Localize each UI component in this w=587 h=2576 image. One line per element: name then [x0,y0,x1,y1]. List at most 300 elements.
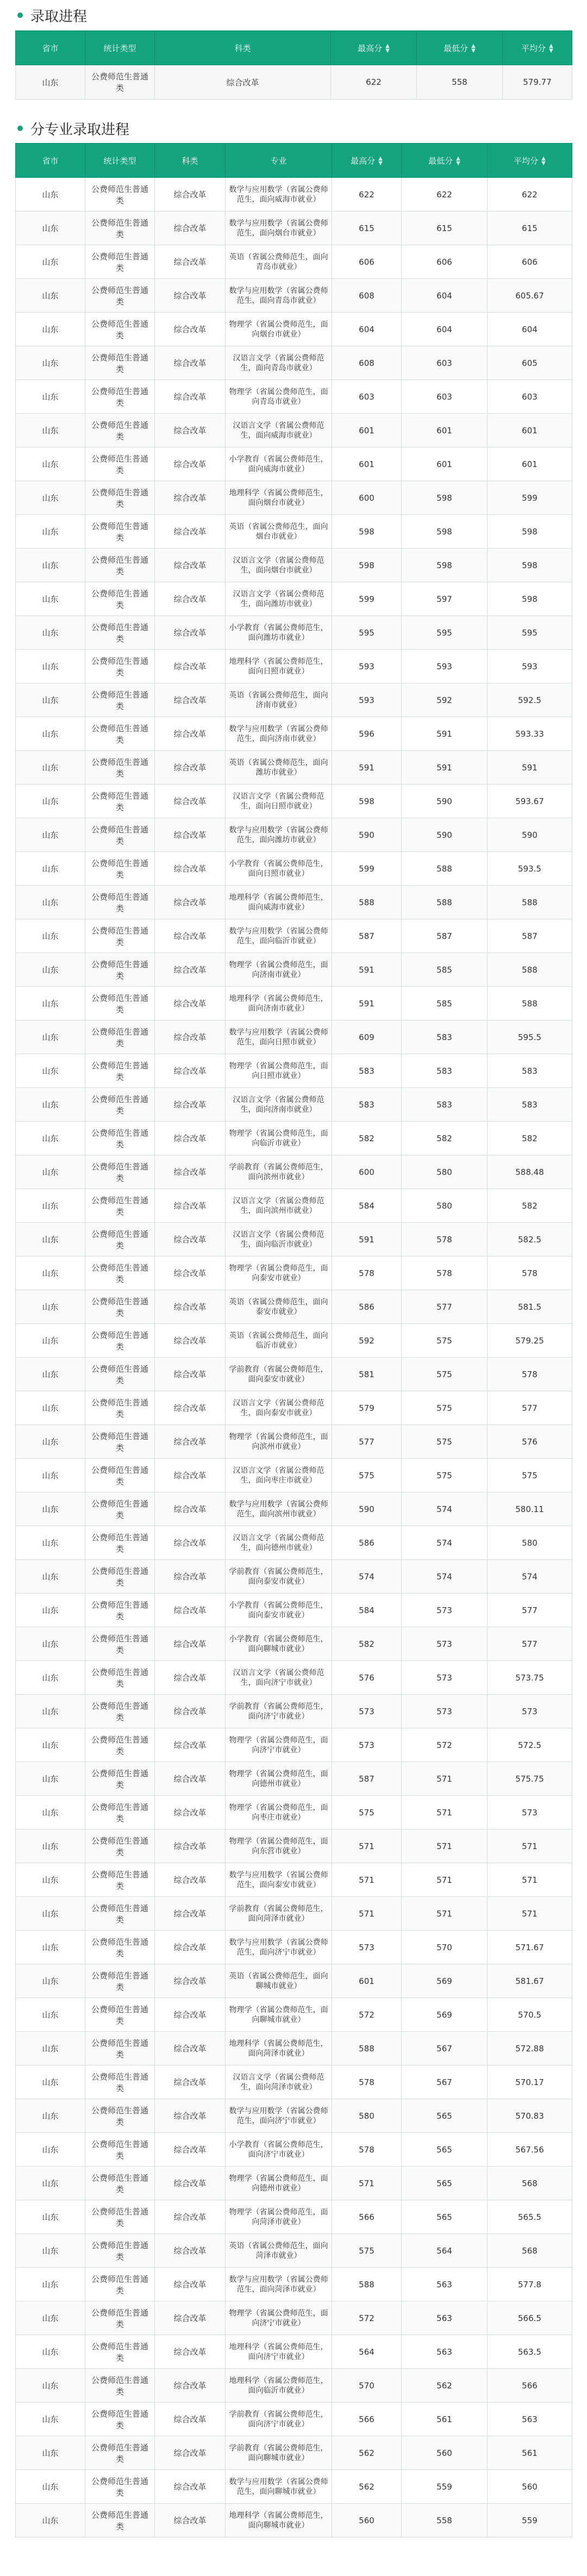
table-row [16,1459,572,1492]
table-row [16,2369,572,2403]
cell-max-score: 562 [332,2436,402,2470]
cell-stat-type: 公费师范生普通类 [85,919,155,953]
cell-max-score: 571 [332,1830,402,1863]
cell-min-score: 563 [402,2301,488,2335]
cell-province: 山东 [16,346,85,380]
cell-province: 山东 [16,2234,85,2268]
cell-max-score: 591 [332,987,402,1021]
cell-stat-type: 公费师范生普通类 [85,1526,155,1560]
cell-major: 英语（省属公费师范生，面向烟台市就业） [226,515,332,549]
cell-stat-type: 公费师范生普通类 [85,346,155,380]
cell-avg-score: 593.33 [488,717,572,751]
cell-min-score: 565 [402,2167,488,2200]
cell-avg-score: 604 [488,313,572,346]
cell-max-score: 575 [332,2234,402,2268]
cell-min-score: 562 [402,2369,488,2403]
cell-category: 综合改革 [155,1054,226,1088]
cell-max-score: 591 [332,751,402,785]
cell-province: 山东 [16,2301,85,2335]
cell-max-score: 599 [332,582,402,616]
cell-min-score: 563 [402,2268,488,2301]
cell-stat-type: 公费师范生普通类 [85,1391,155,1425]
cell-min-score: 590 [402,818,488,852]
cell-major: 数学与应用数学（省属公费师范生，面向日照市就业） [226,1021,332,1054]
cell-avg-score: 570.17 [488,2065,572,2099]
cell-min-score: 588 [402,852,488,886]
cell-avg-score: 577 [488,1627,572,1661]
table-row [16,852,572,886]
cell-stat-type: 公费师范生普通类 [85,1088,155,1122]
cell-avg-score: 572.88 [488,2032,572,2065]
cell-min-score: 582 [402,1122,488,1155]
cell-stat-type: 公费师范生普通类 [85,683,155,717]
cell-min-score: 573 [402,1627,488,1661]
cell-province: 山东 [16,1324,85,1358]
table-row [16,616,572,650]
cell-avg-score: 598 [488,549,572,582]
cell-avg-score: 561 [488,2436,572,2470]
cell-category: 综合改革 [155,1122,226,1155]
cell-stat-type: 公费师范生普通类 [85,1021,155,1054]
cell-avg-score: 588 [488,953,572,987]
table-row [16,1661,572,1695]
cell-category: 综合改革 [155,987,226,1021]
sort-arrows-icon[interactable]: ▲ ▼ [385,43,390,54]
table-row [16,1762,572,1796]
cell-major: 数学与应用数学（省属公费师范生，面向滨州市就业） [226,1492,332,1526]
cell-avg-score: 565.5 [488,2200,572,2234]
table-row [16,1122,572,1155]
cell-stat-type: 公费师范生普通类 [85,852,155,886]
cell-major: 物理学（省属公费师范生，面向德州市就业） [226,2167,332,2200]
cell-category: 综合改革 [155,818,226,852]
cell-province: 山东 [16,414,85,447]
cell-major: 地理科学（省属公费师范生，面向临沂市就业） [226,2369,332,2403]
section-title-text: 录取进程 [30,8,88,25]
cell-province: 山东 [16,515,85,549]
cell-avg-score: 578 [488,1256,572,1290]
cell-category: 综合改革 [155,1155,226,1189]
cell-major: 汉语言文学（省属公费师范生，面向德州市就业） [226,1526,332,1560]
cell-major: 英语（省属公费师范生，面向潍坊市就业） [226,751,332,785]
cell-category: 综合改革 [155,2436,226,2470]
cell-avg-score: 587 [488,919,572,953]
cell-max-score: 573 [332,1931,402,1964]
table-row [16,2403,572,2436]
col-header-min-score[interactable]: 最低分 ▲ ▼ [402,144,488,178]
cell-major: 数学与应用数学（省属公费师范生，面向济南市就业） [226,717,332,751]
cell-province: 山东 [16,683,85,717]
table-row [16,65,572,99]
col-header-max-score[interactable]: 最高分 ▲ ▼ [331,31,417,65]
cell-max-score: 593 [332,683,402,717]
cell-major: 物理学（省属公费师范生，面向菏泽市就业） [226,2200,332,2234]
cell-max-score: 575 [332,1459,402,1492]
cell-major: 学前教育（省属公费师范生，面向泰安市就业） [226,1358,332,1391]
cell-category: 综合改革 [155,2403,226,2436]
cell-avg-score: 601 [488,447,572,481]
table-header-row [16,31,572,65]
cell-province: 山东 [16,279,85,313]
cell-category: 综合改革 [155,65,331,99]
cell-stat-type: 公费师范生普通类 [85,582,155,616]
table-row [16,1830,572,1863]
table-row [16,1526,572,1560]
cell-stat-type: 公费师范生普通类 [85,1054,155,1088]
sort-arrows-icon[interactable]: ▲ ▼ [549,43,553,54]
cell-major: 汉语言文学（省属公费师范生，面向济南市就业） [226,1088,332,1122]
cell-stat-type: 公费师范生普通类 [85,1223,155,1256]
cell-min-score: 601 [402,447,488,481]
cell-stat-type: 公费师范生普通类 [85,515,155,549]
table-row [16,1324,572,1358]
cell-major: 学前教育（省属公费师范生，面向济宁市就业） [226,1695,332,1728]
cell-max-score: 622 [331,65,417,99]
cell-category: 综合改革 [155,1728,226,1762]
bullet-dot-icon [17,126,23,131]
cell-avg-score: 591 [488,751,572,785]
cell-province: 山东 [16,886,85,919]
cell-category: 综合改革 [155,2369,226,2403]
cell-category: 综合改革 [155,2470,226,2504]
cell-category: 综合改革 [155,953,226,987]
cell-stat-type: 公费师范生普通类 [85,2369,155,2403]
cell-province: 山东 [16,2167,85,2200]
cell-min-score: 598 [402,481,488,515]
table-row [16,1391,572,1425]
cell-stat-type: 公费师范生普通类 [85,481,155,515]
cell-major: 物理学（省属公费师范生，面向聊城市就业） [226,1998,332,2032]
cell-avg-score: 577 [488,1594,572,1627]
cell-avg-score: 583 [488,1054,572,1088]
cell-major: 数学与应用数学（省属公费师范生，面向济宁市就业） [226,1931,332,1964]
cell-province: 山东 [16,1998,85,2032]
cell-province: 山东 [16,2335,85,2369]
cell-avg-score: 582 [488,1122,572,1155]
cell-max-score: 606 [332,245,402,279]
cell-min-score: 580 [402,1155,488,1189]
cell-min-score: 567 [402,2032,488,2065]
cell-category: 综合改革 [155,582,226,616]
cell-max-score: 578 [332,2133,402,2167]
cell-max-score: 586 [332,1526,402,1560]
cell-major: 地理科学（省属公费师范生，面向济宁市就业） [226,2335,332,2369]
cell-province: 山东 [16,953,85,987]
cell-avg-score: 598 [488,515,572,549]
table-row [16,650,572,683]
table-row [16,380,572,414]
cell-stat-type: 公费师范生普通类 [85,211,155,245]
cell-major: 英语（省属公费师范生，面向聊城市就业） [226,1964,332,1998]
cell-min-score: 606 [402,245,488,279]
cell-avg-score: 622 [488,178,572,211]
section-title-admission [15,0,572,30]
col-header-min-score[interactable]: 最低分 ▲ ▼ [417,31,503,65]
section-title-text: 分专业录取进程 [30,121,130,138]
cell-min-score: 560 [402,2436,488,2470]
cell-major: 汉语言文学（省属公费师范生，面向菏泽市就业） [226,2065,332,2099]
sort-arrows-icon[interactable]: ▲ ▼ [541,155,546,166]
cell-major: 英语（省属公费师范生，面向临沂市就业） [226,1324,332,1358]
cell-category: 综合改革 [155,2065,226,2099]
cell-max-score: 590 [332,818,402,852]
cell-category: 综合改革 [155,1324,226,1358]
cell-avg-score: 605 [488,346,572,380]
sort-arrows-icon[interactable]: ▲ ▼ [456,155,460,166]
cell-max-score: 566 [332,2403,402,2436]
cell-avg-score: 588.48 [488,1155,572,1189]
table-row [16,245,572,279]
cell-max-score: 603 [332,380,402,414]
cell-stat-type: 公费师范生普通类 [85,751,155,785]
table-row [16,987,572,1021]
cell-max-score: 583 [332,1088,402,1122]
cell-stat-type: 公费师范生普通类 [85,279,155,313]
table-row [16,1560,572,1594]
cell-stat-type: 公费师范生普通类 [85,1459,155,1492]
cell-category: 综合改革 [155,481,226,515]
cell-category: 综合改革 [155,650,226,683]
cell-province: 山东 [16,2133,85,2167]
cell-stat-type: 公费师范生普通类 [85,2268,155,2301]
table-row [16,1223,572,1256]
cell-category: 综合改革 [155,346,226,380]
cell-province: 山东 [16,211,85,245]
cell-category: 综合改革 [155,1560,226,1594]
cell-max-score: 601 [332,1964,402,1998]
cell-major: 英语（省属公费师范生，面向青岛市就业） [226,245,332,279]
cell-stat-type: 公费师范生普通类 [85,785,155,818]
cell-major: 学前教育（省属公费师范生，面向泰安市就业） [226,1560,332,1594]
cell-stat-type: 公费师范生普通类 [85,2470,155,2504]
cell-province: 山东 [16,919,85,953]
cell-category: 综合改革 [155,1223,226,1256]
cell-category: 综合改革 [155,2133,226,2167]
table-row [16,1425,572,1459]
cell-major: 数学与应用数学（省属公费师范生，面向威海市就业） [226,178,332,211]
cell-province: 山东 [16,1796,85,1830]
cell-min-score: 575 [402,1324,488,1358]
cell-category: 综合改革 [155,178,226,211]
cell-max-score: 581 [332,1358,402,1391]
cell-avg-score: 593.67 [488,785,572,818]
cell-province: 山东 [16,245,85,279]
cell-min-score: 587 [402,919,488,953]
table-row [16,178,572,211]
cell-avg-score: 578 [488,1358,572,1391]
cell-category: 综合改革 [155,1358,226,1391]
cell-major: 物理学（省属公费师范生，面向滨州市就业） [226,1425,332,1459]
cell-min-score: 578 [402,1256,488,1290]
table-row [16,1290,572,1324]
cell-category: 综合改革 [155,683,226,717]
cell-major: 汉语言文学（省属公费师范生，面向日照市就业） [226,785,332,818]
cell-avg-score: 559 [488,2504,572,2537]
cell-category: 综合改革 [155,2504,226,2537]
cell-max-score: 598 [332,785,402,818]
cell-avg-score: 598 [488,582,572,616]
cell-category: 综合改革 [155,2301,226,2335]
cell-min-score: 591 [402,751,488,785]
cell-province: 山东 [16,313,85,346]
cell-category: 综合改革 [155,2200,226,2234]
cell-min-score: 601 [402,414,488,447]
cell-min-score: 583 [402,1021,488,1054]
cell-province: 山东 [16,1391,85,1425]
col-header-max-score[interactable]: 最高分 ▲ ▼ [332,144,402,178]
cell-category: 综合改革 [155,1391,226,1425]
cell-major: 小学教育（省属公费师范生，面向日照市就业） [226,852,332,886]
cell-province: 山东 [16,751,85,785]
cell-major: 汉语言文学（省属公费师范生，面向青岛市就业） [226,346,332,380]
cell-min-score: 572 [402,1728,488,1762]
cell-max-score: 608 [332,279,402,313]
cell-category: 综合改革 [155,1897,226,1931]
cell-stat-type: 公费师范生普通类 [85,1796,155,1830]
table-row [16,1964,572,1998]
cell-major: 汉语言文学（省属公费师范生，面向滨州市就业） [226,1189,332,1223]
cell-max-score: 598 [332,549,402,582]
cell-stat-type: 公费师范生普通类 [85,818,155,852]
cell-stat-type: 公费师范生普通类 [85,1627,155,1661]
cell-stat-type: 公费师范生普通类 [85,2099,155,2133]
cell-min-score: 591 [402,717,488,751]
cell-max-score: 588 [332,2032,402,2065]
cell-avg-score: 570.5 [488,1998,572,2032]
cell-category: 综合改革 [155,1088,226,1122]
cell-province: 山东 [16,2403,85,2436]
table-row [16,481,572,515]
table-row [16,2234,572,2268]
cell-avg-score: 579.77 [503,65,572,99]
cell-avg-score: 583 [488,1088,572,1122]
col-header-avg-score[interactable]: 平均分 ▲ ▼ [488,144,572,178]
cell-avg-score: 560 [488,2470,572,2504]
cell-major: 汉语言文学（省属公费师范生，面向济宁市就业） [226,1661,332,1695]
cell-avg-score: 580.11 [488,1492,572,1526]
cell-max-score: 575 [332,1796,402,1830]
cell-stat-type: 公费师范生普通类 [85,616,155,650]
cell-category: 综合改革 [155,1425,226,1459]
cell-category: 综合改革 [155,1492,226,1526]
cell-major: 物理学（省属公费师范生，面向东营市就业） [226,1830,332,1863]
cell-avg-score: 606 [488,245,572,279]
cell-min-score: 564 [402,2234,488,2268]
cell-category: 综合改革 [155,1762,226,1796]
cell-max-score: 582 [332,1627,402,1661]
cell-province: 山东 [16,1088,85,1122]
cell-avg-score: 579.25 [488,1324,572,1358]
cell-max-score: 574 [332,1560,402,1594]
cell-province: 山东 [16,2504,85,2537]
cell-min-score: 598 [402,549,488,582]
col-header-avg-score[interactable]: 平均分 ▲ ▼ [503,31,572,65]
cell-province: 山东 [16,1459,85,1492]
cell-min-score: 585 [402,953,488,987]
cell-min-score: 575 [402,1391,488,1425]
col-header-category: 科类 [155,144,226,178]
cell-min-score: 574 [402,1560,488,1594]
sort-arrows-icon[interactable]: ▲ ▼ [378,155,383,166]
col-header-major: 专业 [226,144,332,178]
cell-province: 山东 [16,178,85,211]
cell-major: 小学教育（省属公费师范生，面向泰安市就业） [226,1594,332,1627]
cell-max-score: 564 [332,2335,402,2369]
cell-category: 综合改革 [155,886,226,919]
cell-province: 山东 [16,2065,85,2099]
cell-stat-type: 公费师范生普通类 [85,1863,155,1897]
cell-avg-score: 575.75 [488,1762,572,1796]
cell-avg-score: 595 [488,616,572,650]
cell-category: 综合改革 [155,1661,226,1695]
cell-max-score: 583 [332,1054,402,1088]
cell-major: 物理学（省属公费师范生，面向日照市就业） [226,1054,332,1088]
cell-stat-type: 公费师范生普通类 [85,1964,155,1998]
cell-province: 山东 [16,1290,85,1324]
cell-max-score: 587 [332,919,402,953]
cell-stat-type: 公费师范生普通类 [85,2065,155,2099]
cell-avg-score: 563 [488,2403,572,2436]
cell-max-score: 622 [332,178,402,211]
cell-category: 综合改革 [155,1189,226,1223]
cell-major: 物理学（省属公费师范生，面向临沂市就业） [226,1122,332,1155]
cell-province: 山东 [16,1830,85,1863]
cell-min-score: 574 [402,1492,488,1526]
cell-avg-score: 605.67 [488,279,572,313]
cell-avg-score: 573.75 [488,1661,572,1695]
cell-avg-score: 581.67 [488,1964,572,1998]
cell-min-score: 603 [402,380,488,414]
sort-arrows-icon[interactable]: ▲ ▼ [471,43,476,54]
cell-province: 山东 [16,1762,85,1796]
cell-avg-score: 581.5 [488,1290,572,1324]
cell-stat-type: 公费师范生普通类 [85,1256,155,1290]
cell-min-score: 592 [402,683,488,717]
cell-avg-score: 571.67 [488,1931,572,1964]
cell-max-score: 584 [332,1594,402,1627]
table-row [16,346,572,380]
cell-stat-type: 公费师范生普通类 [85,245,155,279]
cell-min-score: 570 [402,1931,488,1964]
table-row [16,683,572,717]
cell-category: 综合改革 [155,1290,226,1324]
cell-stat-type: 公费师范生普通类 [85,1425,155,1459]
cell-stat-type: 公费师范生普通类 [85,1492,155,1526]
cell-major: 小学教育（省属公费师范生，面向济宁市就业） [226,2133,332,2167]
cell-max-score: 579 [332,1391,402,1425]
cell-avg-score: 599 [488,481,572,515]
cell-major: 学前教育（省属公费师范生，面向济宁市就业） [226,2403,332,2436]
cell-max-score: 560 [332,2504,402,2537]
cell-min-score: 593 [402,650,488,683]
cell-min-score: 563 [402,2335,488,2369]
cell-province: 山东 [16,1728,85,1762]
table-row [16,919,572,953]
cell-category: 综合改革 [155,245,226,279]
cell-category: 综合改革 [155,1998,226,2032]
cell-max-score: 590 [332,1492,402,1526]
cell-min-score: 580 [402,1189,488,1223]
cell-province: 山东 [16,2369,85,2403]
cell-province: 山东 [16,785,85,818]
cell-category: 综合改革 [155,515,226,549]
cell-avg-score: 573 [488,1796,572,1830]
table-row [16,2436,572,2470]
cell-avg-score: 575 [488,1459,572,1492]
cell-major: 汉语言文学（省属公费师范生，面向泰安市就业） [226,1391,332,1425]
cell-major: 数学与应用数学（省属公费师范生，面向潍坊市就业） [226,818,332,852]
cell-stat-type: 公费师范生普通类 [85,447,155,481]
